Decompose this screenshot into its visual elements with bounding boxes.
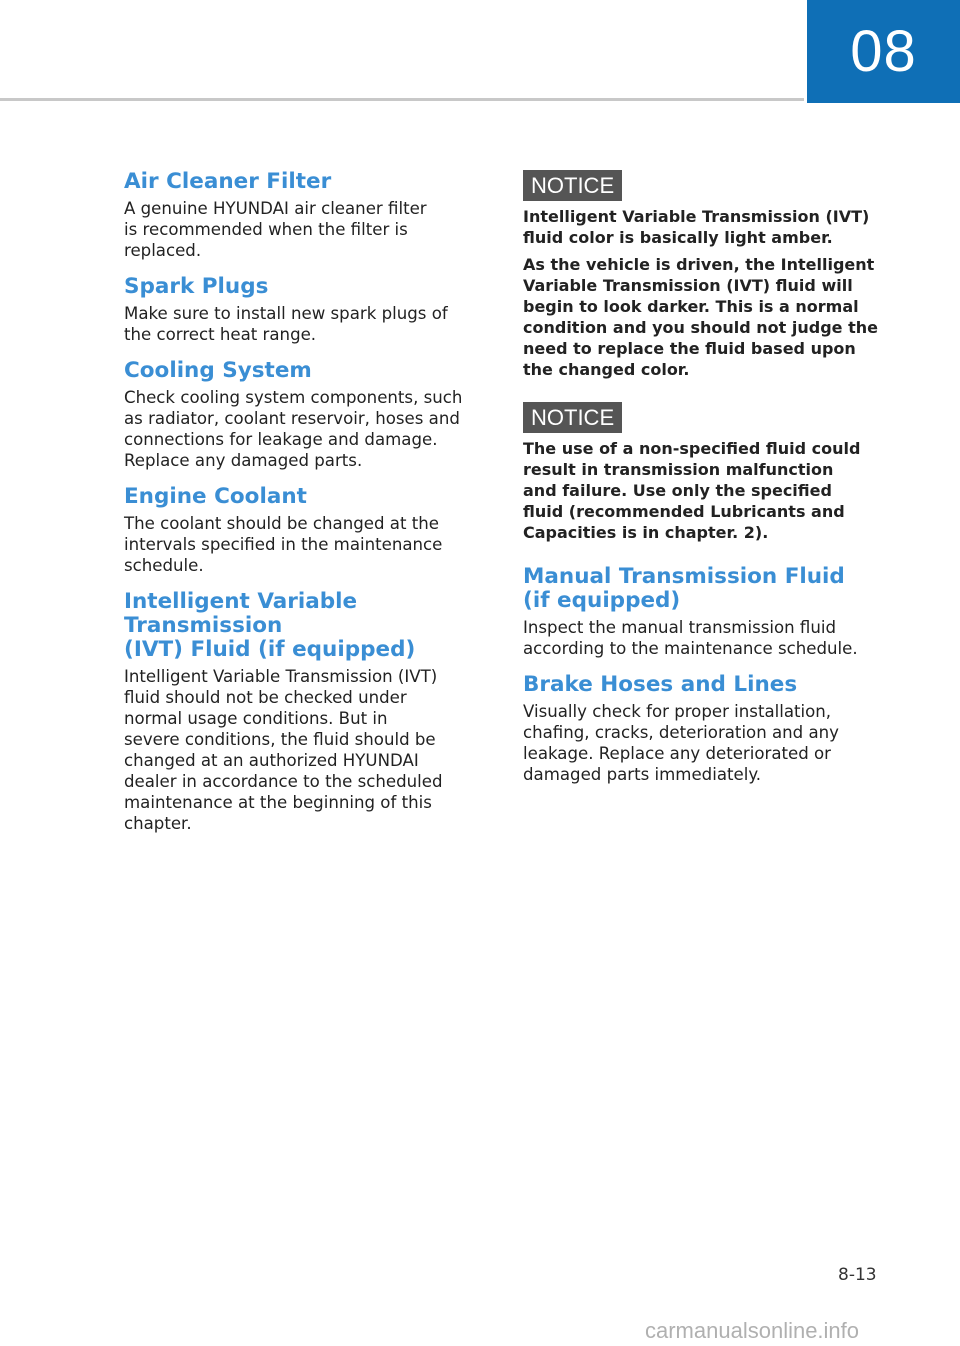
notice-badge: NOTICE [523,402,622,433]
section-heading: Engine Coolant [124,484,307,509]
right-column [523,170,883,799]
notice-text: Intelligent Variable Transmission (IVT) fluid color is basically light amber. [523,207,870,247]
watermark: carmanualsonline.info [645,1318,860,1343]
notice-text: The use of a non-specified fluid could result in transmission malfunction and failure. Use only the specified fluid (recommended Lubricants and Capacities is in chapter. 2). [523,439,861,542]
section-body: A genuine HYUNDAI air cleaner filter is recommended when the filter is replaced. [124,199,427,260]
chapter-tab [807,0,960,103]
section-heading: Manual Transmission Fluid (if equipped) [523,564,845,613]
section-manual-transmission-fluid [523,565,883,659]
section-heading: Spark Plugs [124,274,269,299]
section-heading: Intelligent Variable Transmission (IVT) Fluid (if equipped) [124,589,416,662]
left-column [124,170,494,848]
section-body: Inspect the manual transmission fluid according to the maintenance schedule. [523,618,858,658]
section-body: Visually check for proper installation, chafing, cracks, deterioration and any leakage. Replace any deteriorated or damaged parts immediately. [523,702,839,784]
section-body: The coolant should be changed at the intervals specified in the maintenance schedule. [124,514,443,575]
notice-non-specified-fluid [523,402,883,543]
section-heading: Air Cleaner Filter [124,169,332,194]
header-rule [0,98,804,101]
page-number: 8-13 [838,1265,877,1285]
section-heading: Cooling System [124,358,312,383]
section-body: Make sure to install new spark plugs of the correct heat range. [124,304,448,344]
section-air-cleaner-filter [124,170,494,261]
notice-ivt-color [523,170,883,380]
notice-badge: NOTICE [523,170,622,201]
chapter-number: 08 [850,19,917,84]
section-cooling-system [124,359,494,471]
section-heading: Brake Hoses and Lines [523,672,798,697]
section-ivt-fluid [124,590,494,834]
notice-text: As the vehicle is driven, the Intelligent Variable Transmission (IVT) fluid will begin to look darker. This is a normal condition and you should not judge the need to replace the fluid based upon the changed color. [523,255,878,379]
section-body: Intelligent Variable Transmission (IVT) fluid should not be checked under normal usage conditions. But in severe conditions, the fluid should be changed at an authorized HYUNDAI dealer in accordance to the scheduled maintenance at the beginning of this chapter. [124,667,443,833]
section-body: Check cooling system components, such as radiator, coolant reservoir, hoses and connections for leakage and damage. Replace any damaged parts. [124,388,463,470]
section-spark-plugs [124,275,494,345]
section-engine-coolant [124,485,494,576]
section-brake-hoses [523,673,883,785]
